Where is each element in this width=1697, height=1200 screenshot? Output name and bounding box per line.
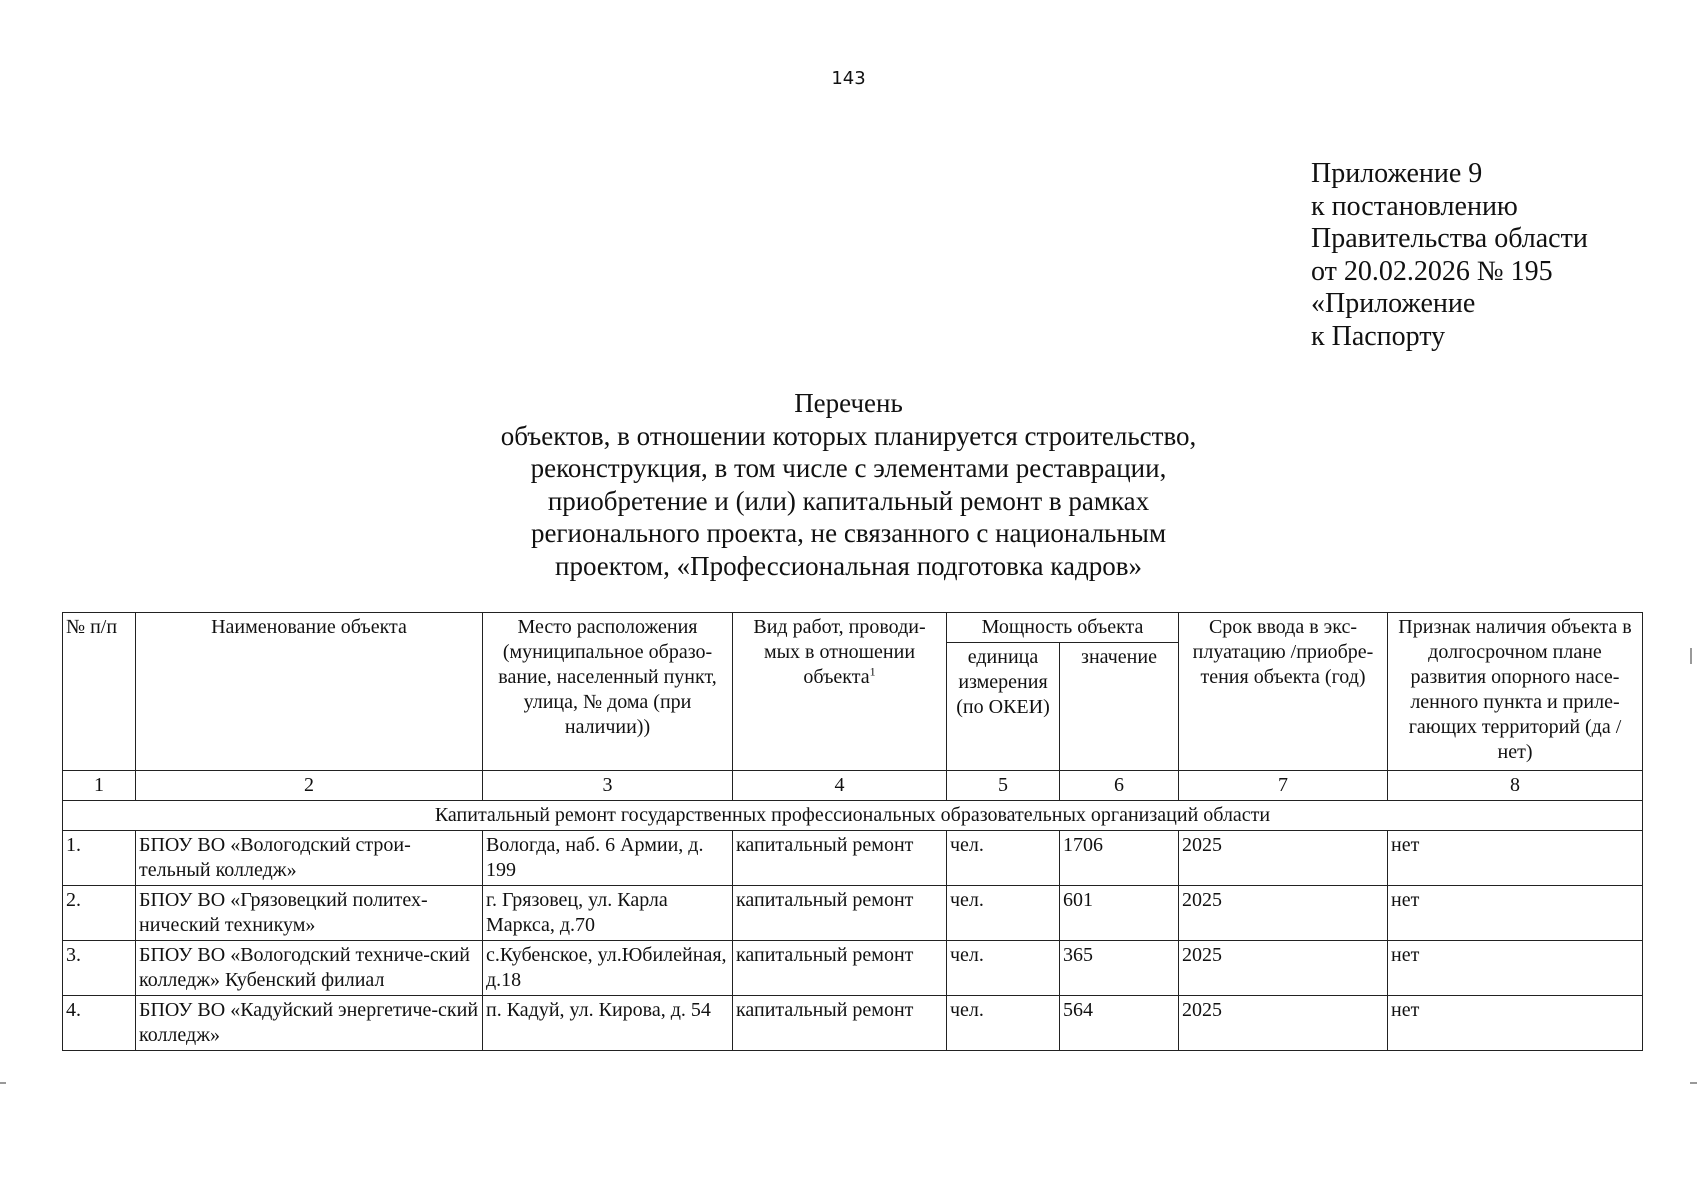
objects-table — [62, 612, 1643, 1051]
header-long-term-plan: Признак наличия объекта в долгосрочном плане развития опорного насе-ленного пункта и приле-гающих территорий (да / нет) — [1388, 613, 1643, 771]
table-row — [63, 996, 1643, 1051]
column-number: 1 — [63, 771, 136, 801]
cell-year: 2025 — [1179, 831, 1388, 886]
cell-in-plan: нет — [1388, 886, 1643, 941]
cell-location: г. Грязовец, ул. Карла Маркса, д.70 — [483, 886, 733, 941]
header-name-text: Наименование объекта — [211, 616, 407, 638]
column-number: 4 — [733, 771, 947, 801]
cell-name: БПОУ ВО «Грязовецкий политех-нический техникум» — [136, 886, 483, 941]
appendix-line: «Приложение — [1311, 288, 1476, 319]
cell-unit: чел. — [947, 831, 1060, 886]
cell-location: Вологда, наб. 6 Армии, д. 199 — [483, 831, 733, 886]
column-number: 5 — [947, 771, 1060, 801]
cell-in-plan: нет — [1388, 941, 1643, 996]
header-work-type-text: Вид работ, проводи-мых в отношении объекта — [753, 616, 926, 688]
cell-unit: чел. — [947, 886, 1060, 941]
header-commissioning: Срок ввода в экс-плуатацию /приобре-тения объекта (год) — [1179, 613, 1388, 771]
cell-num: 3. — [63, 941, 136, 996]
scan-edge-mark — [1690, 1082, 1697, 1084]
cell-work-type: капитальный ремонт — [733, 831, 947, 886]
scan-edge-mark — [1690, 648, 1692, 664]
cell-value: 564 — [1060, 996, 1179, 1051]
cell-year: 2025 — [1179, 941, 1388, 996]
column-number: 7 — [1179, 771, 1388, 801]
table-row — [63, 941, 1643, 996]
cell-name: БПОУ ВО «Кадуйский энергетиче-ский колледж» — [136, 996, 483, 1051]
column-number: 2 — [136, 771, 483, 801]
cell-year: 2025 — [1179, 996, 1388, 1051]
column-number: 6 — [1060, 771, 1179, 801]
cell-num: 2. — [63, 886, 136, 941]
header-location: Место расположения (муниципальное образо-вание, населенный пункт, улица, № дома (при наличии)) — [483, 613, 733, 771]
appendix-line: Приложение 9 — [1311, 158, 1483, 189]
title-line: объектов, в отношении которых планируется строительство, — [500, 420, 1197, 451]
footnote-marker: 1 — [869, 664, 876, 679]
cell-value: 365 — [1060, 941, 1179, 996]
cell-value: 1706 — [1060, 831, 1179, 886]
header-name — [136, 613, 483, 771]
table-row — [63, 831, 1643, 886]
cell-num: 1. — [63, 831, 136, 886]
cell-name: БПОУ ВО «Вологодский техниче-ский колледж» Кубенский филиал — [136, 941, 483, 996]
appendix-line: от 20.02.2026 № 195 — [1311, 255, 1553, 287]
column-number: 8 — [1388, 771, 1643, 801]
cell-work-type: капитальный ремонт — [733, 996, 947, 1051]
column-number: 3 — [483, 771, 733, 801]
title-line: регионального проекта, не связанного с национальным — [530, 518, 1167, 548]
appendix-line: к постановлению — [1311, 190, 1518, 222]
page-number: 143 — [831, 68, 866, 89]
document-title — [0, 387, 1697, 582]
title-line: реконструкция, в том числе с элементами реставрации, — [530, 453, 1167, 483]
header-num: № п/п — [63, 613, 136, 771]
header-capacity: Мощность объекта — [947, 613, 1179, 643]
cell-unit: чел. — [947, 941, 1060, 996]
header-work-type — [733, 613, 947, 771]
scan-edge-mark — [0, 1082, 6, 1084]
title-line: проектом, «Профессиональная подготовка кадров» — [555, 550, 1142, 581]
section-title: Капитальный ремонт государственных профессиональных образовательных организаций области — [63, 801, 1643, 831]
cell-name: БПОУ ВО «Вологодский строи-тельный колледж» — [136, 831, 483, 886]
title-line: приобретение и (или) капитальный ремонт в рамках — [547, 485, 1150, 516]
cell-in-plan: нет — [1388, 831, 1643, 886]
header-unit: единица измерения (по ОКЕИ) — [947, 643, 1060, 771]
cell-value: 601 — [1060, 886, 1179, 941]
cell-work-type: капитальный ремонт — [733, 886, 947, 941]
cell-unit: чел. — [947, 996, 1060, 1051]
title-line: Перечень — [794, 388, 903, 418]
cell-location: п. Кадуй, ул. Кирова, д. 54 — [483, 996, 733, 1051]
appendix-line: Правительства области — [1311, 223, 1588, 254]
cell-work-type: капитальный ремонт — [733, 941, 947, 996]
cell-year: 2025 — [1179, 886, 1388, 941]
cell-in-plan: нет — [1388, 996, 1643, 1051]
table-row — [63, 886, 1643, 941]
appendix-block — [1311, 158, 1588, 353]
header-value: значение — [1060, 643, 1179, 771]
appendix-line: к Паспорту — [1311, 320, 1446, 352]
cell-location: с.Кубенское, ул.Юбилейная, д.18 — [483, 941, 733, 996]
cell-num: 4. — [63, 996, 136, 1051]
column-numbers-row — [63, 771, 1643, 801]
section-row — [63, 801, 1643, 831]
